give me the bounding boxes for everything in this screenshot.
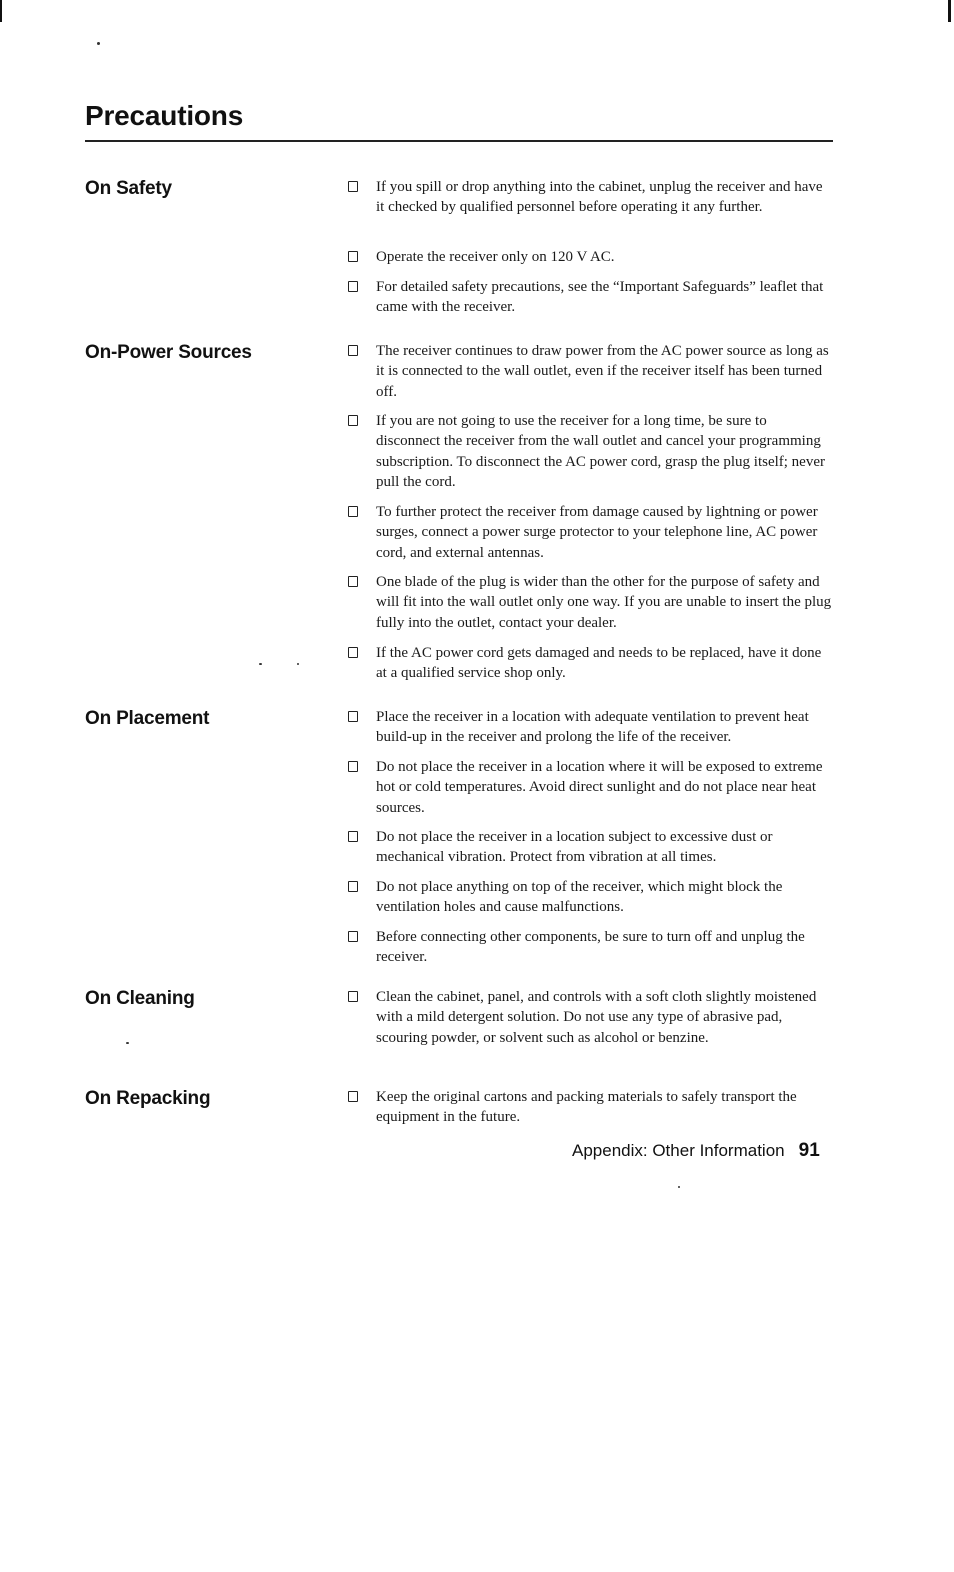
checkbox-bullet-icon <box>348 506 358 517</box>
checkbox-bullet-icon <box>348 1091 358 1102</box>
title-rule <box>85 140 833 142</box>
list-item-text: Clean the cabinet, panel, and controls with a soft cloth slightly moistened with a mild detergent solution. Do not use any type of abrasive pad, scouring powder, or solvent such as alcohol or benzine. <box>376 989 817 1046</box>
list-item-text: If you are not going to use the receiver for a long time, be sure to disconnect the receiver from the wall outlet and cancel your programming subscription. To disconnect the AC power cord, grasp the plug itself; never pull the cord. <box>376 413 825 490</box>
checkbox-bullet-icon <box>348 281 358 292</box>
scan-speck <box>126 1042 129 1044</box>
list-item-text: If the AC power cord gets damaged and needs to be replaced, have it done at a qualified service shop only. <box>376 645 822 682</box>
scan-speck <box>97 42 100 45</box>
checkbox-bullet-icon <box>348 576 358 587</box>
section-heading-repacking: On Repacking <box>85 1088 211 1109</box>
list-item-text: Place the receiver in a location with adequate ventilation to prevent heat build-up in the receiver and prolong the life of the receiver. <box>376 709 809 746</box>
checkbox-bullet-icon <box>348 931 358 942</box>
list-item-text: Do not place the receiver in a location subject to excessive dust or mechanical vibration. Protect from vibration at all times. <box>376 829 773 866</box>
list-item-text: The receiver continues to draw power from the AC power source as long as it is connected to the wall outlet, even if the receiver itself has been turned off. <box>376 343 829 400</box>
scan-edge-mark-left <box>0 0 2 22</box>
section-heading-placement: On Placement <box>85 708 210 729</box>
scan-speck <box>678 1186 680 1188</box>
footer-section-label: Appendix: Other Information <box>572 1141 785 1160</box>
checkbox-bullet-icon <box>348 251 358 262</box>
checkbox-bullet-icon <box>348 881 358 892</box>
section-heading-power-sources: On-Power Sources <box>85 342 252 363</box>
page-footer <box>572 1140 820 1162</box>
list-item-text: Keep the original cartons and packing materials to safely transport the equipment in the future. <box>376 1089 797 1126</box>
page-number: 91 <box>798 1140 820 1161</box>
scan-speck <box>259 663 262 665</box>
checkbox-bullet-icon <box>348 991 358 1002</box>
list-item-text: To further protect the receiver from damage caused by lightning or power surges, connect a power surge protector to your telephone line, AC power cord, and external antennas. <box>376 504 818 561</box>
section-heading-cleaning: On Cleaning <box>85 988 195 1009</box>
list-item-text: For detailed safety precautions, see the “Important Safeguards” leaflet that came with the receiver. <box>376 279 824 316</box>
list-item-text: Operate the receiver only on 120 V AC. <box>376 249 615 265</box>
list-item-text: Do not place anything on top of the receiver, which might block the ventilation holes and cause malfunctions. <box>376 879 783 916</box>
page-title: Precautions <box>85 100 244 131</box>
checkbox-bullet-icon <box>348 415 358 426</box>
list-item-text: One blade of the plug is wider than the other for the purpose of safety and will fit into the wall outlet only one way. If you are unable to insert the plug fully into the outlet, contact your dealer. <box>376 574 832 631</box>
section-heading-safety: On Safety <box>85 178 172 199</box>
list-item-text: If you spill or drop anything into the cabinet, unplug the receiver and have it checked by qualified personnel before operating it any further. <box>376 179 823 216</box>
list-item-text: Do not place the receiver in a location where it will be exposed to extreme hot or cold temperatures. Avoid direct sunlight and do not place near heat sources. <box>376 759 823 816</box>
checkbox-bullet-icon <box>348 761 358 772</box>
checkbox-bullet-icon <box>348 647 358 658</box>
scan-edge-mark-right <box>948 0 951 22</box>
checkbox-bullet-icon <box>348 345 358 356</box>
checkbox-bullet-icon <box>348 831 358 842</box>
list-item-text: Before connecting other components, be sure to turn off and unplug the receiver. <box>376 929 805 966</box>
checkbox-bullet-icon <box>348 181 358 192</box>
checkbox-bullet-icon <box>348 711 358 722</box>
scan-speck <box>297 663 299 665</box>
